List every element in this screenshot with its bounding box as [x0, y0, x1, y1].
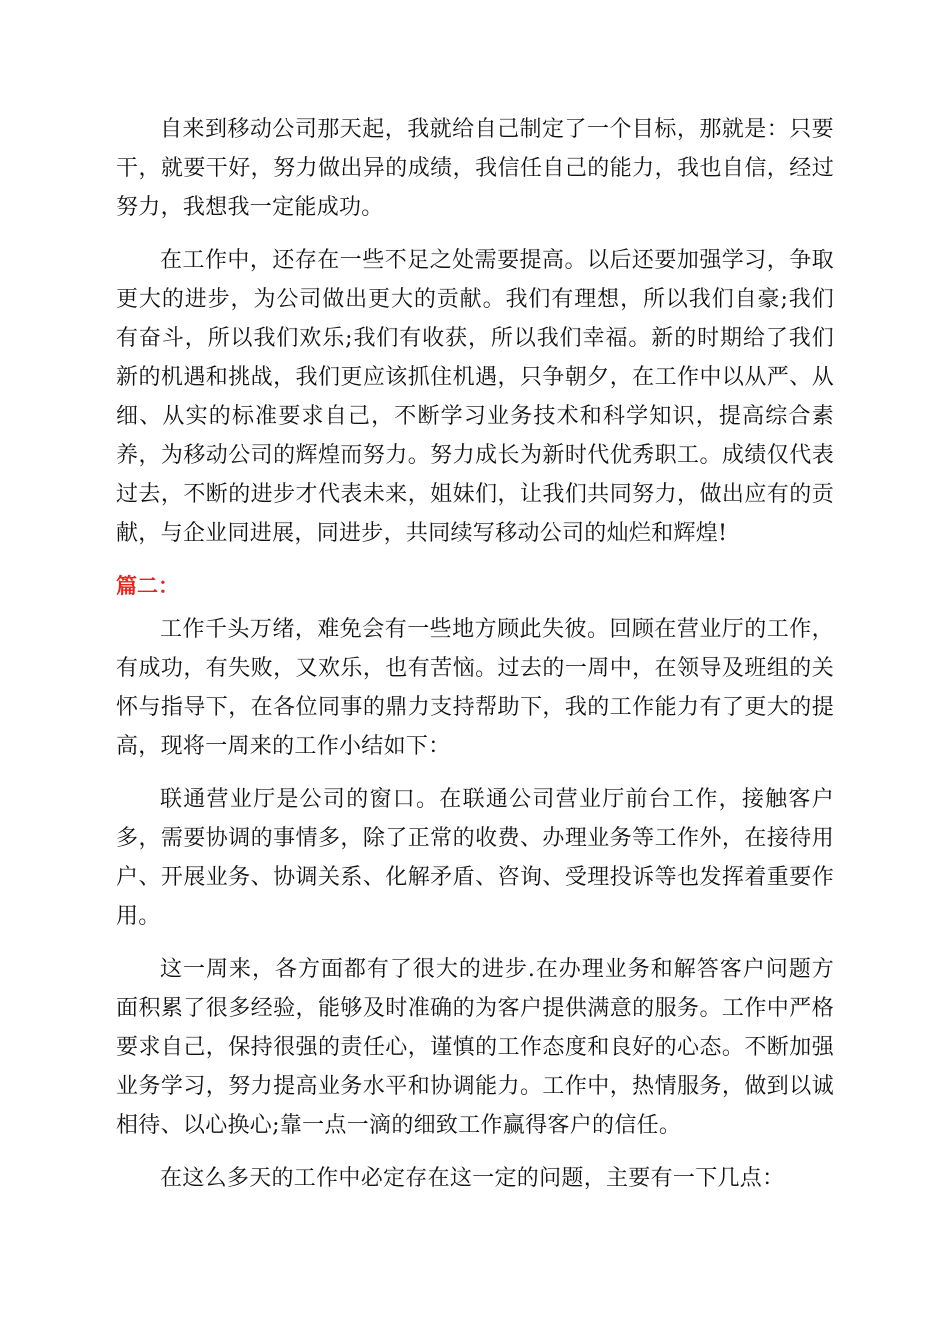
- paragraph-goal: 自来到移动公司那天起，我就给自己制定了一个目标，那就是：只要干，就要干好，努力做出异的成绩，我信任自己的能力，我也自信，经过努力，我想我一定能成功。: [116, 117, 834, 220]
- paragraph-progress: 这一周来，各方面都有了很大的进步.在办理业务和解答客户问题方面积累了很多经验，能够及时准确的为客户提供满意的服务。工作中严格要求自己，保持很强的责任心，谨慎的工作态度和良好的心态。不断加强业务学习，努力提高业务水平和协调能力。工作中，热情服务，做到以诚相待、以心换心;靠一点一滴的细致工作赢得客户的信任。: [116, 957, 834, 1138]
- paragraph-improvement: 在工作中，还存在一些不足之处需要提高。以后还要加强学习，争取更大的进步，为公司做出更大的贡献。我们有理想，所以我们自豪;我们有奋斗，所以我们欢乐;我们有收获，所以我们幸福。新的时期给了我们新的机遇和挑战，我们更应该抓住机遇，只争朝夕，在工作中以从严、从细、从实的标准要求自己，不断学习业务技术和科学知识，提高综合素养，为移动公司的辉煌而努力。努力成长为新时代优秀职工。成绩仅代表过去，不断的进步才代表未来，姐妹们，让我们共同努力，做出应有的贡献，与企业同进展，同进步，共同续写移动公司的灿烂和辉煌!: [116, 248, 834, 546]
- document-page: [116, 110, 834, 1212]
- paragraph-problems: 在这么多天的工作中必定存在这一定的问题，主要有一下几点：: [160, 1166, 785, 1191]
- paragraph-business-hall: 联通营业厅是公司的窗口。在联通公司营业厅前台工作，接触客户多，需要协调的事情多，除了正常的收费、办理业务等工作外，在接待用户、开展业务、协调关系、化解矛盾、咨询、受理投诉等也发挥着重要作用。: [116, 787, 834, 929]
- paragraph-review: 工作千头万绪，难免会有一些地方顾此失彼。回顾在营业厅的工作，有成功，有失败，又欢乐，也有苦恼。过去的一周中，在领导及班组的关怀与指导下，在各位同事的鼎力支持帮助下，我的工作能力有了更大的提高，现将一周来的工作小结如下：: [116, 617, 834, 759]
- section-heading: 篇二：: [116, 574, 179, 598]
